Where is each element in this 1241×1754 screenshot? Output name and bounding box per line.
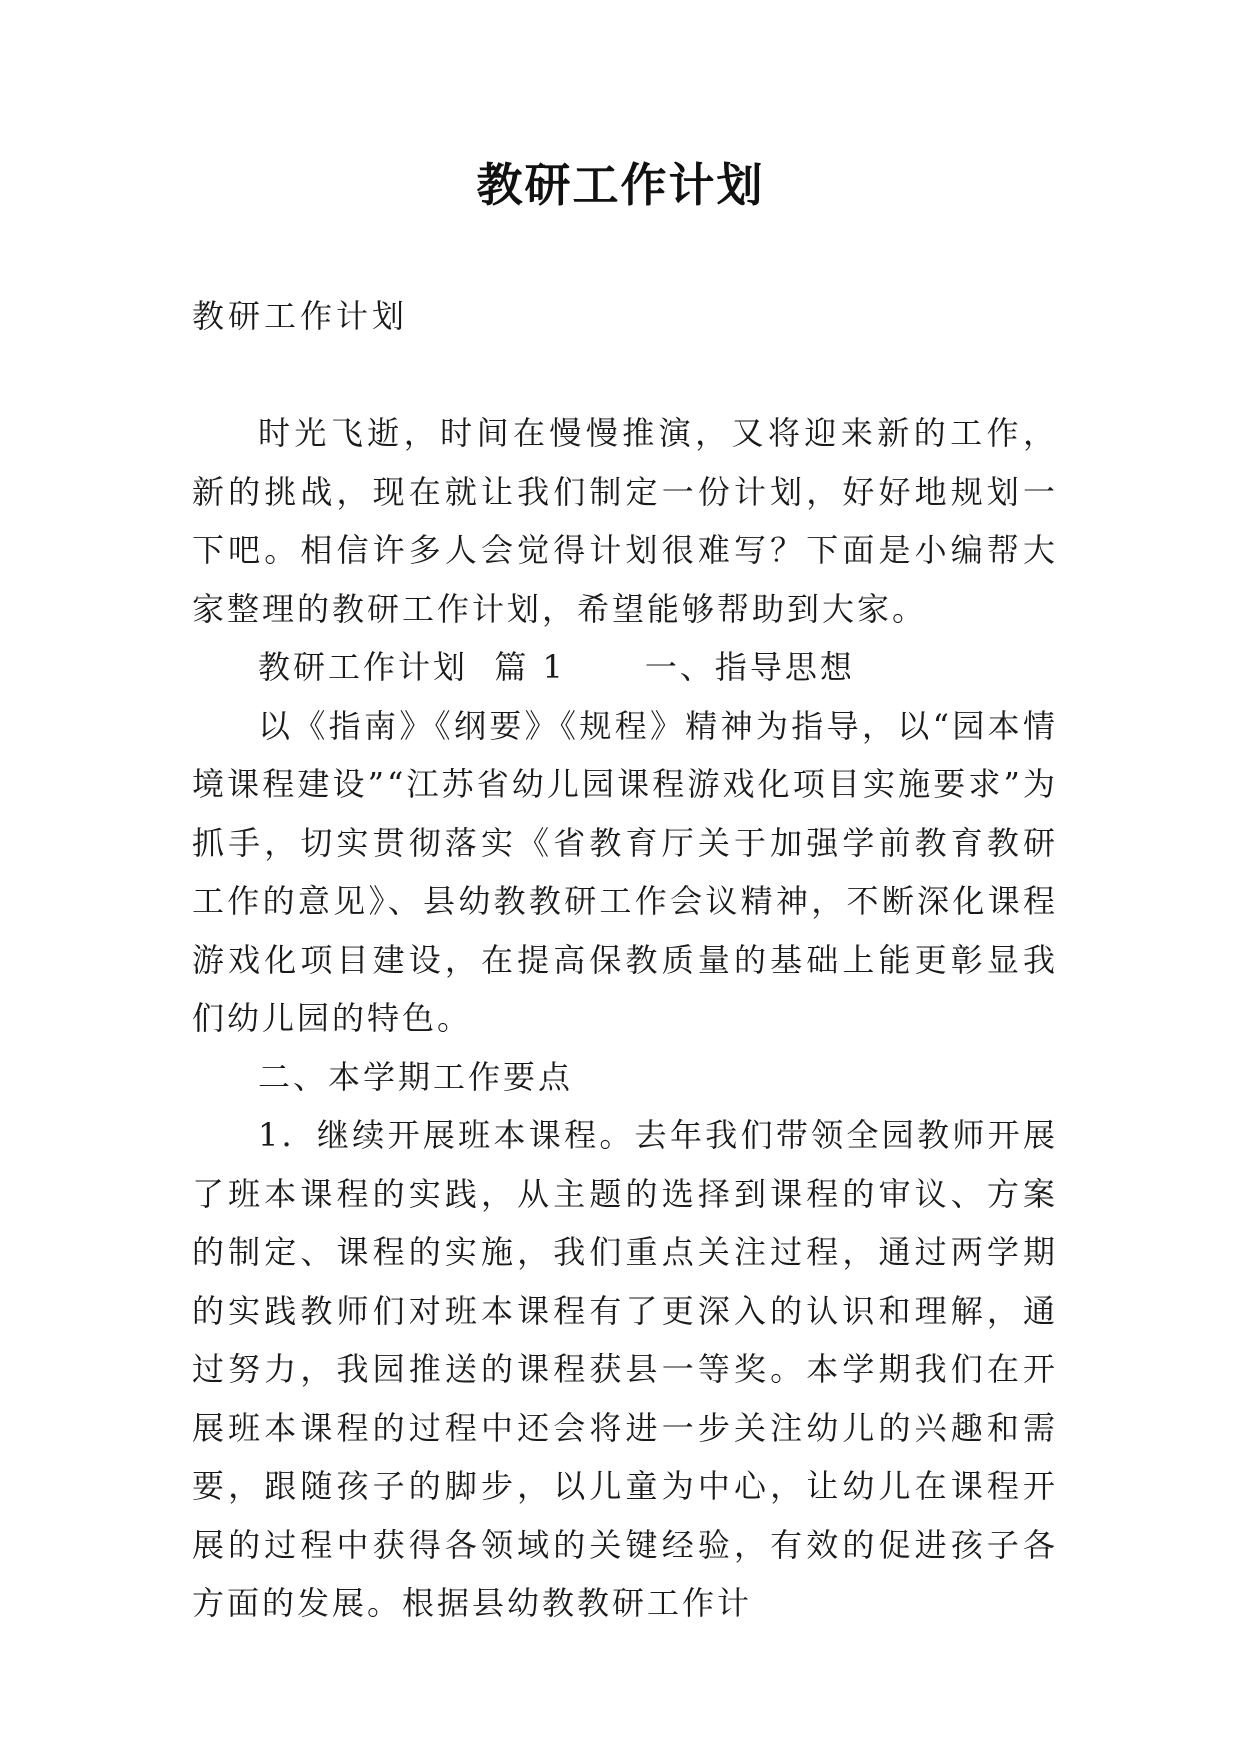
- guiding-idea-paragraph: 以《指南》《纲要》《规程》精神为指导，以“园本情境课程建设”“江苏省幼儿园课程游戏化项目实施要求”为抓手，切实贯彻落实《省教育厅关于加强学前教育教研工作的意见》、县幼教教研工作会议精神，不断深化课程游戏化项目建设，在提高保教质量的基础上能更彰显我们幼儿园的特色。: [192, 706, 1058, 1037]
- document-title: 教研工作计划: [476, 158, 765, 212]
- document-body: [192, 404, 1058, 1633]
- intro-paragraph: 时光飞逝，时间在慢慢推演，又将迎来新的工作，新的挑战，现在就让我们制定一份计划，好好地规划一下吧。相信许多人会觉得计划很难写？下面是小编帮大家整理的教研工作计划，希望能够帮助到大家。: [192, 414, 1058, 628]
- document-subtitle: 教研工作计划: [192, 297, 409, 335]
- section-heading-key-points: 二、本学期工作要点: [258, 1057, 574, 1096]
- key-point-1-paragraph: 1．继续开展班本课程。去年我们带领全园教师开展了班本课程的实践，从主题的选择到课程的审议、方案的制定、课程的实施，我们重点关注过程，通过两学期的实践教师们对班本课程有了更深入的认识和理解，通过努力，我园推送的课程获县一等奖。本学期我们在开展班本课程的过程中还会将进一步关注幼儿的兴趣和需要，跟随孩子的脚步，以儿童为中心，让幼儿在课程开展的过程中获得各领域的关键经验，有效的促进孩子各方面的发展。根据县幼教教研工作计: [192, 1116, 1058, 1622]
- section-heading-guiding-idea: 教研工作计划 篇 1 一、指导思想: [258, 648, 855, 686]
